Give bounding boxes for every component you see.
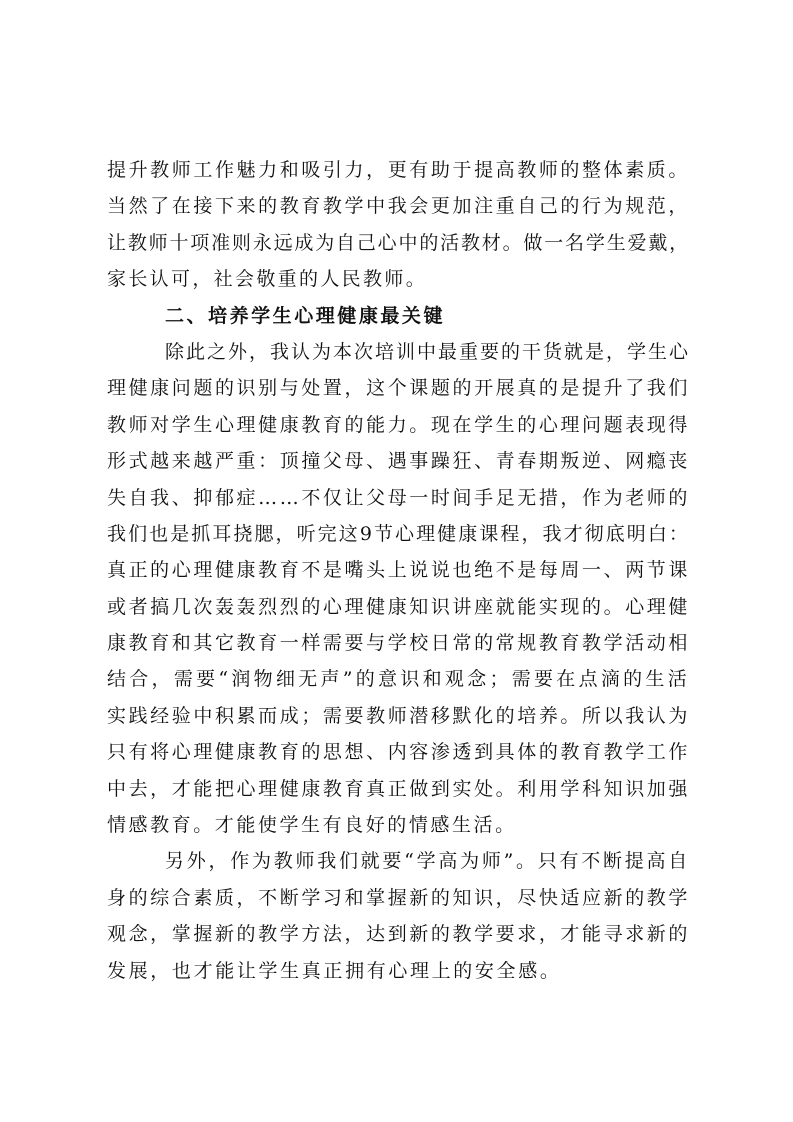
text-line-row: [107, 771, 690, 807]
text-line: 真正的心理健康教育不是嘴头上说说也绝不是每周一、两节课: [107, 559, 690, 582]
text-line: 除此之外，我认为本次培训中最重要的干货就是，学生心: [165, 340, 690, 363]
text-line: 让教师十项准则永远成为自己心中的活教材。做一名学生爱戴，: [107, 231, 690, 254]
heading-line: [107, 298, 690, 334]
text-line-row: [107, 661, 690, 697]
text-line: 发展，也才能让学生真正拥有心理上的安全感。: [107, 959, 562, 982]
paragraph: [107, 843, 690, 989]
section-heading: [107, 298, 690, 334]
text-line: 情感教育。才能使学生有良好的情感生活。: [107, 814, 517, 837]
text-line: 当然了在接下来的教育教学中我会更加注重自己的行为规范，: [107, 195, 690, 218]
heading-text: 二、培养学生心理健康最关键: [165, 304, 445, 327]
paragraph: [107, 334, 690, 843]
text-line: 实践经验中积累而成；需要教师潜移默化的培养。所以我认为: [107, 704, 690, 727]
text-line: 结合，需要“润物细无声”的意识和观念；需要在点滴的生活: [107, 668, 690, 691]
text-line-row: [107, 516, 690, 552]
text-line-row: [107, 953, 690, 989]
text-line: 家长认可，社会敬重的人民教师。: [107, 268, 428, 291]
text-line: 观念，掌握新的教学方法，达到新的教学要求，才能寻求新的: [107, 923, 690, 946]
text-line-row: [107, 370, 690, 406]
text-line-row: [107, 589, 690, 625]
text-line: 或者搞几次轰轰烈烈的心理健康知识讲座就能实现的。心理健: [107, 595, 690, 618]
text-line-row: [107, 552, 690, 588]
text-line: 中去，才能把心理健康教育真正做到实处。利用学科知识加强: [107, 777, 690, 800]
text-line-row: [107, 188, 690, 224]
text-line-row: [107, 625, 690, 661]
text-line: 身的综合素质，不断学习和掌握新的知识，尽快适应新的教学: [107, 886, 690, 909]
text-line-row: [107, 443, 690, 479]
text-line: 康教育和其它教育一样需要与学校日常的常规教育教学活动相: [107, 632, 690, 655]
text-line-row: [107, 916, 690, 952]
text-line-row: [107, 880, 690, 916]
text-line: 失自我、抑郁症……不仅让父母一时间手足无措，作为老师的: [107, 486, 690, 509]
text-line-row: [107, 734, 690, 770]
paragraph: [107, 152, 690, 298]
document-body: [107, 152, 690, 989]
text-line-row: [107, 152, 690, 188]
text-line-row: [107, 407, 690, 443]
text-line-row: [107, 261, 690, 297]
text-line-row: [107, 843, 690, 879]
text-line-row: [107, 698, 690, 734]
text-line-row: [107, 334, 690, 370]
text-line: 提升教师工作魅力和吸引力，更有助于提高教师的整体素质。: [107, 159, 690, 181]
text-line: 只有将心理健康教育的思想、内容渗透到具体的教育教学工作: [107, 741, 690, 764]
text-line-row: [107, 225, 690, 261]
text-line: 教师对学生心理健康教育的能力。现在学生的心理问题表现得: [107, 413, 690, 436]
text-line: 另外，作为教师我们就要“学高为师”。只有不断提高自: [165, 850, 690, 873]
text-line: 理健康问题的识别与处置，这个课题的开展真的是提升了我们: [107, 377, 690, 400]
text-line-row: [107, 807, 690, 843]
text-line: 我们也是抓耳挠腮，听完这9节心理健康课程，我才彻底明白：: [107, 522, 690, 545]
text-line: 形式越来越严重：顶撞父母、遇事躁狂、青春期叛逆、网瘾丧: [107, 450, 690, 473]
text-line-row: [107, 480, 690, 516]
